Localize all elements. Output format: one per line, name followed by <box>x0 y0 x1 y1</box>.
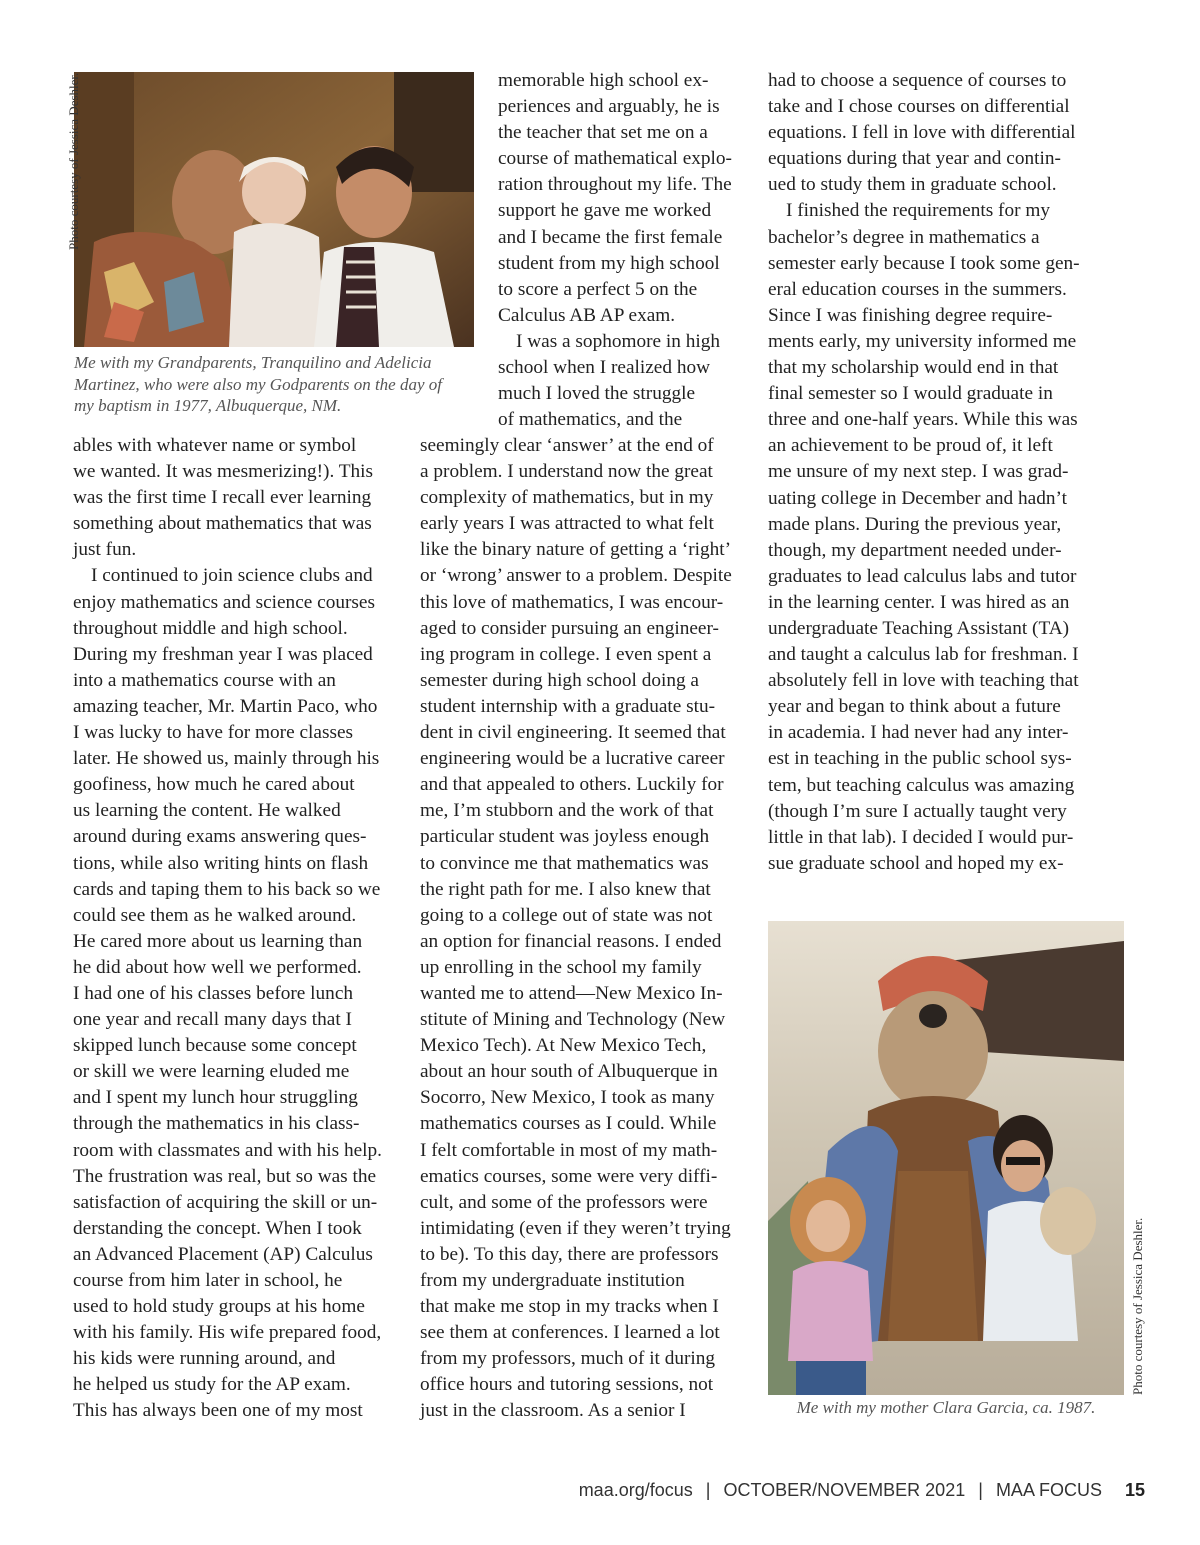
text-line: Since I was finishing degree require- <box>768 304 1053 326</box>
footer-separator: | <box>705 1480 711 1500</box>
text-line: he helped us study for the AP exam. <box>73 1374 351 1396</box>
footer-separator: | <box>978 1480 983 1500</box>
text-line: Socorro, New Mexico, I took as many <box>420 1087 715 1109</box>
text-line: to score a perfect 5 on the <box>498 278 698 300</box>
text-line: his kids were running around, and <box>73 1348 336 1370</box>
text-line: semester during high school doing a <box>420 669 699 691</box>
text-line: I finished the requirements for my <box>786 200 1050 222</box>
text-line: Calculus AB AP exam. <box>498 304 676 326</box>
text-line: sue graduate school and hoped my ex- <box>768 852 1064 874</box>
text-line: like the binary nature of getting a ‘right’ <box>420 539 732 561</box>
page-number: 15 <box>1124 1480 1145 1500</box>
text-line: ments early, my university informed me <box>768 330 1077 352</box>
text-line: tem, but teaching calculus was amazing <box>768 774 1075 796</box>
column-2-top <box>498 68 732 433</box>
caption-line: Me with my Grandparents, Tranquilino and Adelicia <box>74 353 432 372</box>
text-line: made plans. During the previous year, <box>768 513 1062 535</box>
text-line: cult, and some of the professors were <box>420 1191 708 1213</box>
text-line: of mathematics, and the <box>498 409 683 431</box>
text-line: us learning the content. He walked <box>73 800 341 822</box>
text-line: me unsure of my next step. I was grad- <box>768 461 1069 483</box>
text-line: cards and taping them to his back so we <box>73 878 381 900</box>
text-line: the right path for me. I also knew that <box>420 878 711 900</box>
text-line: semester early because I took some gen- <box>768 252 1080 274</box>
photo-caption-2: Me with my mother Clara Garcia, ca. 1987. <box>796 1398 1096 1417</box>
text-line: I was lucky to have for more classes <box>73 722 354 744</box>
text-line: bachelor’s degree in mathematics a <box>768 226 1040 248</box>
text-line: this love of mathematics, I was encour- <box>420 591 724 613</box>
text-line: final semester so I would graduate in <box>768 383 1053 405</box>
text-line: derstanding the concept. When I took <box>73 1217 362 1239</box>
page-footer <box>579 1480 1145 1501</box>
footer-site: maa.org/focus <box>578 1480 693 1500</box>
text-line: I was a sophomore in high <box>516 330 721 352</box>
text-line: complexity of mathematics, but in my <box>420 487 714 509</box>
text-line: an achievement to be proud of, it left <box>768 435 1053 457</box>
caption-line: my baptism in 1977, Albuquerque, NM. <box>74 396 342 415</box>
text-line: wanted me to attend—New Mexico In- <box>420 982 723 1004</box>
text-line: and I spent my lunch hour struggling <box>73 1087 358 1109</box>
text-line: year and began to think about a future <box>768 696 1061 718</box>
text-line: student internship with a graduate stu- <box>420 695 716 717</box>
text-line: school when I realized how <box>498 357 711 379</box>
text-line: me, I’m stubborn and the work of that <box>420 800 714 822</box>
photo-credit-2: Photo courtesy of Jessica Deshler. <box>1130 1217 1145 1395</box>
text-line: to be). To this day, there are professors <box>420 1243 719 1265</box>
text-line: to convince me that mathematics was <box>420 852 709 874</box>
text-line: used to hold study groups at his home <box>73 1296 365 1318</box>
text-line: course from him later in school, he <box>73 1270 343 1291</box>
text-line: an option for financial reasons. I ended <box>420 930 722 952</box>
text-line: est in teaching in the public school sys- <box>768 748 1072 770</box>
text-line: could see them as he walked around. <box>73 904 357 926</box>
photo-grandparents <box>74 72 474 347</box>
text-line: the teacher that set me on a <box>498 122 708 144</box>
text-line: During my freshman year I was placed <box>73 643 373 665</box>
text-line: later. He showed us, mainly through his <box>73 748 380 770</box>
text-line: through the mathematics in his class- <box>73 1113 360 1135</box>
text-line: that make me stop in my tracks when I <box>420 1296 719 1318</box>
text-line: a problem. I understand now the great <box>420 461 713 483</box>
text-line: The frustration was real, but so was the <box>73 1165 377 1187</box>
text-line: see them at conferences. I learned a lot <box>420 1322 720 1344</box>
text-line: course of mathematical explo- <box>498 148 732 170</box>
column-3 <box>768 68 1080 877</box>
text-line: was the first time I recall ever learning <box>73 487 372 509</box>
text-line: though, my department needed under- <box>768 539 1062 561</box>
text-line: up enrolling in the school my family <box>420 956 702 978</box>
text-line: periences and arguably, he is <box>498 96 720 118</box>
text-line: enjoy mathematics and science courses <box>73 591 375 613</box>
text-line: something about mathematics that was <box>73 513 372 535</box>
text-line: graduates to lead calculus labs and tutor <box>768 565 1077 587</box>
text-line: about an hour south of Albuquerque in <box>420 1061 718 1083</box>
text-line: absolutely fell in love with teaching that <box>768 670 1079 692</box>
text-line: (though I’m sure I actually taught very <box>768 800 1067 822</box>
text-line: stitute of Mining and Technology (New <box>420 1009 726 1031</box>
text-line: office hours and tutoring sessions, not <box>420 1374 714 1396</box>
text-line: throughout middle and high school. <box>73 617 348 639</box>
text-line: with his family. His wife prepared food, <box>73 1322 382 1344</box>
text-line: This has always been one of my most <box>73 1400 363 1422</box>
text-line: from my professors, much of it during <box>420 1348 716 1370</box>
text-line: three and one-half years. While this was <box>768 409 1078 431</box>
text-line: or ‘wrong’ answer to a problem. Despite <box>420 565 732 587</box>
text-line: and taught a calculus lab for freshman. I <box>768 644 1079 666</box>
text-line: mathematics courses as I could. While <box>420 1113 717 1135</box>
text-line: he did about how well we performed. <box>73 956 362 978</box>
text-line: tions, while also writing hints on flash <box>73 852 369 874</box>
text-line: Mexico Tech). At New Mexico Tech, <box>420 1035 707 1057</box>
text-line: into a mathematics course with an <box>73 669 336 691</box>
text-line: skipped lunch because some concept <box>73 1035 357 1057</box>
text-line: that my scholarship would end in that <box>768 357 1059 379</box>
text-line: intimidating (even if they weren’t trying <box>420 1217 731 1239</box>
column-1 <box>73 433 382 1425</box>
text-line: an Advanced Placement (AP) Calculus <box>73 1243 373 1265</box>
text-line: take and I chose courses on differential <box>768 96 1070 118</box>
footer-magazine: MAA FOCUS <box>995 1480 1102 1500</box>
text-line: ued to study them in graduate school. <box>768 174 1057 196</box>
text-line: ing program in college. I even spent a <box>420 643 712 665</box>
text-line: equations. I fell in love with differential <box>768 122 1076 144</box>
text-line: one year and recall many days that I <box>73 1009 352 1031</box>
text-line: undergraduate Teaching Assistant (TA) <box>768 617 1070 639</box>
text-line: ematics courses, some were very diffi- <box>420 1165 718 1187</box>
text-line: just fun. <box>73 539 137 561</box>
text-line: I felt comfortable in most of my math- <box>420 1139 718 1161</box>
text-line: amazing teacher, Mr. Martin Paco, who <box>73 695 378 717</box>
text-line: and that appealed to others. Luckily for <box>420 774 724 796</box>
text-line: particular student was joyless enough <box>420 826 710 848</box>
photo-caption-1 <box>74 352 442 417</box>
text-line: we wanted. It was mesmerizing!). This <box>73 461 374 483</box>
text-line: aged to consider pursuing an engineer- <box>420 617 719 639</box>
text-line: in the learning center. I was hired as an <box>768 591 1070 613</box>
text-line: room with classmates and with his help. <box>73 1139 382 1161</box>
text-line: support he gave me worked <box>498 200 712 222</box>
text-line: ration throughout my life. The <box>498 174 732 196</box>
text-line: student from my high school <box>498 252 720 274</box>
text-line: in academia. I had never had any inter- <box>768 722 1069 744</box>
text-line: ables with whatever name or symbol <box>73 435 357 456</box>
photo-mother-daughter <box>768 921 1124 1395</box>
text-line: had to choose a sequence of courses to <box>768 70 1067 91</box>
text-line: much I loved the struggle <box>498 383 696 405</box>
text-line: dent in civil engineering. It seemed that <box>420 722 726 744</box>
column-2-bottom <box>420 433 732 1425</box>
text-line: or skill we were learning eluded me <box>73 1061 350 1083</box>
text-line: uating college in December and hadn’t <box>768 487 1067 509</box>
text-line: He cared more about us learning than <box>73 930 363 952</box>
text-line: I continued to join science clubs and <box>91 565 373 587</box>
text-line: engineering would be a lucrative career <box>420 748 725 770</box>
text-line: from my undergraduate institution <box>420 1270 685 1291</box>
caption-line: Martinez, who were also my Godparents on the day of <box>74 374 442 394</box>
text-line: and I became the first female <box>498 226 723 248</box>
text-line: eral education courses in the summers. <box>768 278 1067 300</box>
photo-credit-1: Photo courtesy of Jessica Deshler. <box>66 72 81 250</box>
text-line: going to a college out of state was not <box>420 904 713 926</box>
footer-issue: OCTOBER/NOVEMBER 2021 <box>723 1480 966 1500</box>
text-line: I had one of his classes before lunch <box>73 982 354 1004</box>
text-line: around during exams answering ques- <box>73 826 367 848</box>
text-line: seemingly clear ‘answer’ at the end of <box>420 435 714 456</box>
text-line: just in the classroom. As a senior I <box>420 1400 686 1422</box>
text-line: little in that lab). I decided I would pur- <box>768 826 1074 848</box>
text-line: satisfaction of acquiring the skill or un- <box>73 1191 378 1213</box>
text-line: early years I was attracted to what felt <box>420 513 714 535</box>
text-line: equations during that year and contin- <box>768 148 1061 170</box>
text-line: memorable high school ex- <box>498 70 709 91</box>
text-line: goofiness, how much he cared about <box>73 774 355 796</box>
